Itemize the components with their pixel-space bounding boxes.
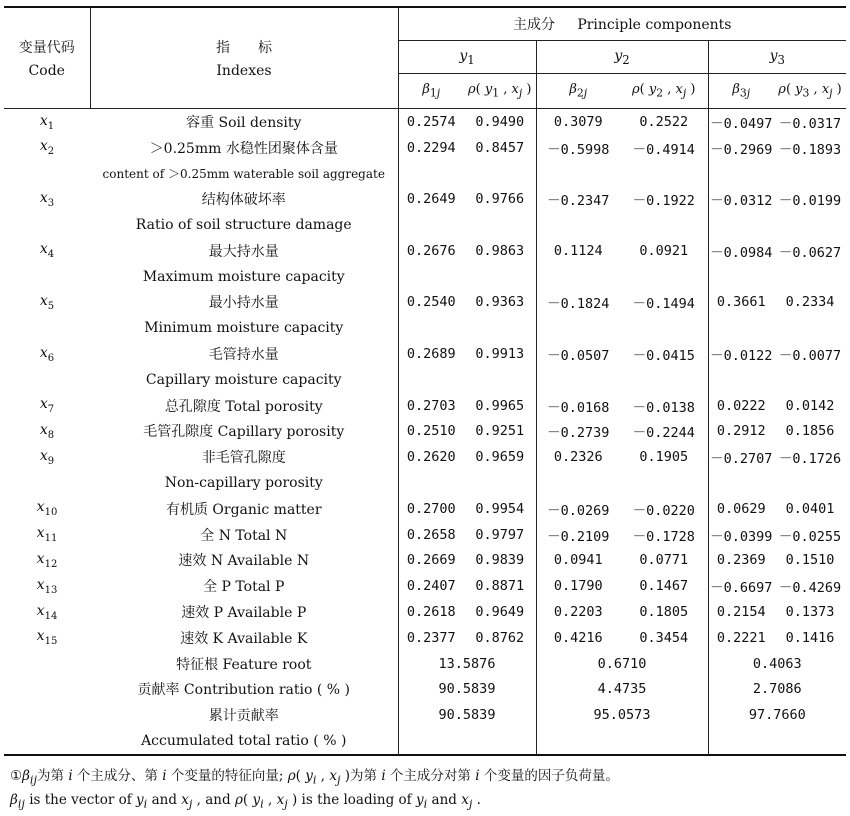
value-cell: 0.0941	[536, 548, 620, 574]
indicator-label: 最大持水量	[208, 243, 279, 260]
empty-cell	[774, 470, 846, 496]
table-row	[4, 548, 846, 574]
value-cell: 0.0771	[639, 552, 689, 569]
variable-code: $x_8$	[39, 422, 55, 441]
table-row-continuation	[4, 264, 846, 290]
empty-cell	[620, 212, 708, 238]
empty-cell	[620, 161, 708, 187]
value-cell: 0.8762	[475, 629, 525, 646]
empty-cell	[708, 212, 774, 238]
table-row	[4, 393, 846, 419]
empty-cell	[4, 367, 90, 393]
table-row	[4, 496, 846, 522]
value-cell: 0.2377	[398, 625, 464, 651]
empty-cell	[464, 315, 536, 341]
value-cell: 0.0142	[785, 397, 835, 414]
value-cell: 0.1805	[639, 604, 689, 621]
indicator-label: 有机质 Organic matter	[165, 501, 322, 518]
value-cell: 0.8871	[475, 578, 525, 595]
table-row-continuation	[4, 315, 846, 341]
indicator-label: 全 P Total P	[203, 579, 285, 596]
variable-code: $x_{10}$	[36, 499, 58, 519]
pc-header-en: Principle components	[577, 17, 732, 33]
value-cell: －0.2707	[708, 444, 774, 470]
table-row-continuation	[4, 161, 846, 187]
index-header-cn: 指 标	[216, 40, 272, 56]
variable-code: $x_{11}$	[36, 525, 58, 545]
value-cell: 0.9954	[475, 500, 525, 517]
table-row-continuation	[4, 367, 846, 393]
value-cell: －0.1726	[778, 451, 842, 468]
value-cell: －0.0497	[708, 109, 774, 135]
empty-cell	[4, 212, 90, 238]
empty-cell	[4, 728, 90, 755]
value-cell: 0.8457	[475, 139, 525, 156]
value-cell: 0.2618	[398, 599, 464, 625]
table-row	[4, 186, 846, 212]
value-cell: 0.0629	[708, 496, 774, 522]
value-cell: 0.2334	[785, 294, 835, 311]
value-cell: 0.1373	[785, 604, 835, 621]
empty-cell	[4, 161, 90, 187]
value-cell: 0.2658	[398, 522, 464, 548]
value-cell: 0.3661	[708, 290, 774, 316]
code-header-en: Code	[28, 63, 65, 79]
indicator-label: 总孔隙度 Total porosity	[164, 398, 323, 415]
value-cell: 0.2203	[536, 599, 620, 625]
footnote-en: $\beta_{ij}$ is the vector of $y_i$ and $x_j$ , and ρ( $y_i$ , $x_j$ ) is the loading of $y_i$ and $x_j$ .	[10, 792, 481, 811]
empty-cell	[4, 315, 90, 341]
value-cell: 0.1124	[536, 238, 620, 264]
code-header	[4, 7, 90, 109]
table-row	[4, 238, 846, 264]
empty-cell	[398, 728, 536, 755]
value-cell: 0.2689	[398, 341, 464, 367]
value-cell: 0.1790	[536, 573, 620, 599]
empty-cell	[398, 161, 464, 187]
table-row	[4, 522, 846, 548]
rho2-header: ρ( $y_2$ , $x_j$ )	[620, 74, 708, 109]
value-cell: 0.2326	[536, 444, 620, 470]
indicator-label-en: Ratio of soil structure damage	[135, 217, 352, 234]
pca-table	[4, 6, 846, 756]
code-header-cn: 变量代码	[18, 40, 75, 56]
value-cell: 0.0921	[639, 242, 689, 259]
value-cell: －0.1893	[778, 141, 842, 158]
value-cell: 0.2540	[398, 290, 464, 316]
value-cell: －0.6697	[708, 573, 774, 599]
summary-row	[4, 677, 846, 703]
table-row	[4, 444, 846, 470]
empty-cell	[708, 728, 846, 755]
variable-code: $x_{14}$	[36, 602, 58, 622]
value-cell: －0.0627	[778, 244, 842, 261]
index-header	[90, 7, 398, 109]
value-cell: 0.2912	[708, 419, 774, 445]
empty-cell	[620, 367, 708, 393]
summary-value: 13.5876	[398, 651, 536, 677]
summary-value: 4.4735	[536, 677, 708, 703]
value-cell: 0.2703	[398, 393, 464, 419]
value-cell: －0.0317	[778, 115, 842, 132]
table-row	[4, 109, 846, 135]
value-cell: 0.1856	[785, 423, 835, 440]
value-cell: －0.2109	[536, 522, 620, 548]
value-cell: －0.5998	[536, 135, 620, 161]
empty-cell	[464, 470, 536, 496]
empty-cell	[536, 367, 620, 393]
value-cell: －0.0312	[708, 186, 774, 212]
empty-cell	[774, 315, 846, 341]
table-row-continuation	[4, 470, 846, 496]
variable-code: $x_7$	[39, 396, 55, 416]
value-cell: 0.1905	[639, 449, 689, 466]
summary-label-en: Accumulated total ratio ( % )	[90, 728, 398, 755]
table-row	[4, 341, 846, 367]
variable-code: $x_4$	[39, 241, 55, 261]
empty-cell	[464, 367, 536, 393]
value-cell: －0.0255	[778, 528, 842, 545]
indicator-label: 容重 Soil density	[186, 114, 302, 131]
empty-cell	[708, 264, 774, 290]
indicator-label: 非毛管孔隙度	[201, 450, 286, 467]
y1-header: $y_1$	[398, 41, 536, 74]
beta2-header: $\beta_{2j}$	[536, 74, 620, 109]
indicator-label: 速效 P Available P	[181, 605, 307, 622]
table-row	[4, 290, 846, 316]
value-cell: 0.1416	[785, 629, 835, 646]
value-cell: 0.9863	[475, 242, 525, 259]
footnote-cn: $①\beta_{ij}$为第 i 个主成分、第 i 个变量的特征向量; ρ( $y_i$ , $x_j$ )为第 i 个主成分对第 i 个变量的因子负荷量。	[10, 768, 619, 787]
value-cell: 0.2676	[398, 238, 464, 264]
empty-cell	[708, 161, 774, 187]
empty-cell	[398, 212, 464, 238]
value-cell: 0.0222	[708, 393, 774, 419]
indicator-label: 速效 K Available K	[180, 630, 308, 647]
empty-cell	[4, 651, 90, 677]
indicator-label: 毛管孔隙度 Capillary porosity	[143, 424, 345, 441]
value-cell: －0.2739	[536, 419, 620, 445]
table-row	[4, 625, 846, 651]
value-cell: 0.9913	[475, 346, 525, 363]
indicator-label: ＞0.25mm 水稳性团聚体含量	[149, 140, 338, 157]
value-cell: －0.0077	[778, 348, 842, 365]
index-header-en: Indexes	[216, 63, 272, 79]
summary-value: 0.4063	[708, 651, 846, 677]
indicator-label-en: content of ＞0.25mm waterable soil aggregate	[102, 166, 385, 181]
y3-header: $y_3$	[708, 41, 846, 74]
value-cell: 0.9659	[475, 449, 525, 466]
empty-cell	[774, 161, 846, 187]
empty-cell	[774, 367, 846, 393]
table-row	[4, 599, 846, 625]
empty-cell	[536, 212, 620, 238]
value-cell: －0.2969	[708, 135, 774, 161]
variable-code: $x_2$	[39, 138, 55, 158]
empty-cell	[464, 212, 536, 238]
empty-cell	[774, 212, 846, 238]
indicator-label: 结构体破坏率	[201, 192, 286, 209]
summary-value: 95.0573	[536, 702, 708, 728]
variable-code: $x_6$	[39, 344, 55, 364]
value-cell: 0.1467	[639, 578, 689, 595]
value-cell: －0.0984	[708, 238, 774, 264]
value-cell: 0.4216	[536, 625, 620, 651]
value-cell: －0.0122	[708, 341, 774, 367]
value-cell: 0.2669	[398, 548, 464, 574]
empty-cell	[398, 264, 464, 290]
table-row	[4, 419, 846, 445]
summary-label: 累计贡献率	[208, 708, 279, 725]
empty-cell	[708, 367, 774, 393]
empty-cell	[620, 470, 708, 496]
value-cell: 0.2294	[398, 135, 464, 161]
value-cell: －0.2244	[632, 425, 695, 442]
empty-cell	[536, 470, 620, 496]
empty-cell	[708, 470, 774, 496]
variable-code: $x_{13}$	[36, 576, 58, 596]
value-cell: 0.9251	[475, 423, 525, 440]
value-cell: 0.2649	[398, 186, 464, 212]
indicator-label-en: Non-capillary porosity	[164, 475, 323, 492]
variable-code: $x_{15}$	[36, 628, 58, 648]
empty-cell	[536, 728, 708, 755]
empty-cell	[4, 264, 90, 290]
variable-code: $x_3$	[39, 189, 55, 209]
empty-cell	[398, 470, 464, 496]
indicator-label: 速效 N Available N	[178, 553, 310, 570]
summary-row	[4, 702, 846, 728]
value-cell: －0.0199	[778, 193, 842, 210]
value-cell: －0.4914	[632, 141, 695, 158]
summary-label: 贡献率 Contribution ratio ( % )	[137, 682, 351, 699]
indicator-label-en: Capillary moisture capacity	[145, 371, 342, 388]
summary-value: 90.5839	[398, 677, 536, 703]
summary-label: 特征根 Feature root	[176, 656, 312, 673]
value-cell: －0.0168	[536, 393, 620, 419]
empty-cell	[536, 161, 620, 187]
summary-value: 97.7660	[708, 702, 846, 728]
rho3-header: ρ( $y_3$ , $x_j$ )	[774, 74, 846, 109]
summary-value: 0.6710	[536, 651, 708, 677]
beta3-header: $\beta_{3j}$	[708, 74, 774, 109]
variable-code: $x_9$	[39, 447, 55, 467]
y2-header: $y_2$	[536, 41, 708, 74]
indicator-label-en: Maximum moisture capacity	[142, 268, 345, 285]
empty-cell	[398, 367, 464, 393]
value-cell: 0.9766	[475, 191, 525, 208]
rho1-header: ρ( $y_1$ , $x_j$ )	[464, 74, 536, 109]
value-cell: －0.4269	[778, 580, 842, 597]
beta1-header: $\beta_{1j}$	[398, 74, 464, 109]
indicator-label-en: Minimum moisture capacity	[144, 320, 344, 337]
value-cell: －0.1494	[632, 296, 695, 313]
empty-cell	[620, 264, 708, 290]
value-cell: 0.2407	[398, 573, 464, 599]
value-cell: 0.2522	[639, 113, 689, 130]
value-cell: 0.9490	[475, 113, 525, 130]
value-cell: －0.1728	[632, 528, 695, 545]
value-cell: 0.1510	[785, 552, 835, 569]
value-cell: 0.2574	[398, 109, 464, 135]
empty-cell	[536, 264, 620, 290]
summary-value: 2.7086	[708, 677, 846, 703]
value-cell: 0.2510	[398, 419, 464, 445]
empty-cell	[774, 264, 846, 290]
value-cell: －0.0220	[632, 502, 695, 519]
table-row	[4, 573, 846, 599]
value-cell: －0.1922	[632, 193, 695, 210]
empty-cell	[620, 315, 708, 341]
empty-cell	[398, 315, 464, 341]
value-cell: －0.0415	[632, 348, 695, 365]
table-row-continuation	[4, 212, 846, 238]
value-cell: 0.3079	[536, 109, 620, 135]
value-cell: 0.2154	[708, 599, 774, 625]
summary-row	[4, 651, 846, 677]
empty-cell	[536, 315, 620, 341]
value-cell: 0.2221	[708, 625, 774, 651]
value-cell: 0.9649	[475, 604, 525, 621]
empty-cell	[4, 677, 90, 703]
empty-cell	[464, 161, 536, 187]
value-cell: 0.9797	[475, 526, 525, 543]
table-row	[4, 135, 846, 161]
indicator-label: 最小持水量	[208, 295, 279, 312]
empty-cell	[4, 702, 90, 728]
pc-header-cn: 主成分	[513, 17, 556, 33]
table-body	[4, 109, 846, 755]
pc-header	[398, 7, 846, 41]
value-cell: 0.0401	[785, 500, 835, 517]
value-cell: 0.2620	[398, 444, 464, 470]
value-cell: 0.3454	[639, 629, 689, 646]
value-cell: 0.2369	[708, 548, 774, 574]
value-cell: 0.9965	[475, 397, 525, 414]
variable-code: $x_5$	[39, 293, 55, 312]
value-cell: －0.1824	[536, 290, 620, 316]
summary-value: 90.5839	[398, 702, 536, 728]
value-cell: －0.0399	[708, 522, 774, 548]
indicator-label: 毛管持水量	[208, 347, 279, 364]
empty-cell	[708, 315, 774, 341]
variable-code: $x_1$	[39, 112, 55, 132]
value-cell: －0.0269	[536, 496, 620, 522]
value-cell: －0.2347	[536, 186, 620, 212]
value-cell: －0.0138	[632, 399, 695, 416]
value-cell: 0.9839	[475, 552, 525, 569]
value-cell: －0.0507	[536, 341, 620, 367]
empty-cell	[4, 470, 90, 496]
summary-row-continuation	[4, 728, 846, 755]
variable-code: $x_{12}$	[36, 551, 58, 570]
value-cell: 0.9363	[475, 294, 525, 311]
value-cell: 0.2700	[398, 496, 464, 522]
empty-cell	[464, 264, 536, 290]
indicator-label: 全 N Total N	[200, 527, 288, 544]
